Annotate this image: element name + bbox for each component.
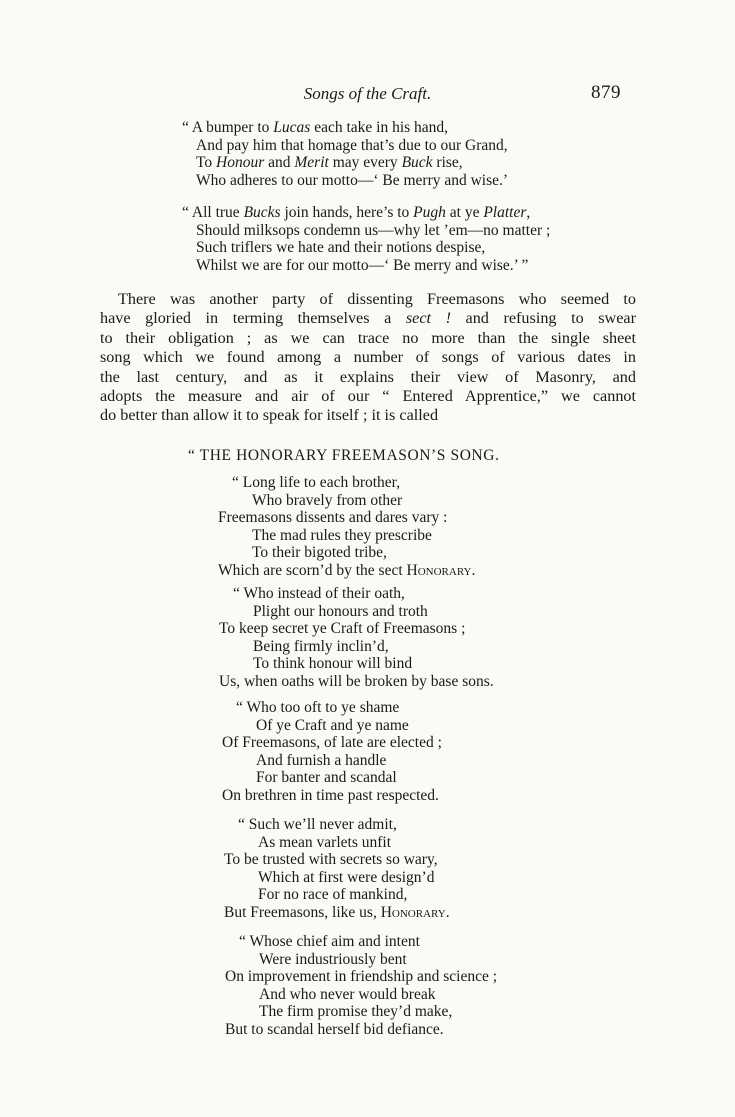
song-line: On improvement in friendship and science ; bbox=[225, 968, 498, 985]
song-line: And who never would break bbox=[259, 985, 436, 1003]
verse-line: “ A bumper to Lucas each take in his hand, bbox=[182, 119, 449, 136]
song-stanza-3 bbox=[222, 699, 442, 804]
song-line: “ Whose chief aim and intent bbox=[239, 933, 420, 950]
song-line: Of ye Craft and ye name bbox=[256, 716, 409, 734]
prose-line: to their obligation ; as we can trace no more than the single sheet bbox=[100, 328, 636, 347]
verse-line: Should milksops condemn us—why let ’em—no matter ; bbox=[196, 221, 551, 239]
song-line: Were industriously bent bbox=[259, 950, 407, 968]
song-line: Which at first were design’d bbox=[258, 868, 435, 886]
running-title: Songs of the Craft. bbox=[303, 84, 432, 103]
song-line: To think honour will bind bbox=[253, 655, 413, 672]
page-number: 879 bbox=[591, 82, 621, 103]
song-line: For banter and scandal bbox=[256, 769, 397, 786]
song-line: To be trusted with secrets so wary, bbox=[224, 851, 438, 868]
song-line: The firm promise they’d make, bbox=[259, 1003, 453, 1020]
song-line: Being firmly inclin’d, bbox=[253, 637, 389, 655]
prose-line: have gloried in terming themselves a sect ! and refusing to swear bbox=[100, 309, 636, 328]
song-stanza-2 bbox=[219, 585, 494, 690]
song-line: Of Freemasons, of late are elected ; bbox=[222, 734, 442, 751]
song-title: “ THE HONORARY FREEMASON’S SONG. bbox=[188, 447, 500, 464]
song-line: As mean varlets unfit bbox=[258, 833, 392, 851]
verse-line: “ All true Bucks join hands, here’s to Pugh at ye Platter, bbox=[182, 204, 531, 221]
song-line: “ Such we’ll never admit, bbox=[238, 816, 397, 833]
song-line: But to scandal herself bid defiance. bbox=[225, 1020, 444, 1038]
prose-line: do better than allow it to speak for itself ; it is called bbox=[100, 406, 439, 425]
song-line: But Freemasons, like us, Honorary. bbox=[224, 903, 450, 921]
song-line: Plight our honours and troth bbox=[253, 602, 428, 620]
song-line: “ Who instead of their oath, bbox=[233, 585, 405, 602]
verse-line: And pay him that homage that’s due to our Grand, bbox=[196, 136, 508, 154]
prose-paragraph bbox=[100, 290, 636, 426]
prose-line: the last century, and as it explains their view of Masonry, and bbox=[100, 367, 636, 386]
song-line: Which are scorn’d by the sect Honorary. bbox=[218, 561, 476, 579]
song-line: Freemasons dissents and dares vary : bbox=[218, 509, 448, 526]
verse-stanza-2 bbox=[182, 204, 550, 274]
song-stanza-1 bbox=[218, 474, 475, 579]
verse-line: Who adheres to our motto—‘ Be merry and wise.’ bbox=[196, 171, 509, 189]
prose-line: song which we found among a number of songs of various dates in bbox=[100, 348, 636, 367]
prose-line: There was another party of dissenting Freemasons who seemed to bbox=[118, 290, 636, 308]
song-line: For no race of mankind, bbox=[258, 886, 408, 903]
song-line: On brethren in time past respected. bbox=[222, 786, 439, 804]
verse-line: Whilst we are for our motto—‘ Be merry and wise.’ ” bbox=[196, 256, 529, 274]
song-line: To keep secret ye Craft of Freemasons ; bbox=[219, 620, 466, 637]
song-line: “ Who too oft to ye shame bbox=[236, 699, 400, 716]
song-line: The mad rules they prescribe bbox=[252, 526, 432, 544]
verse-stanza-1 bbox=[182, 119, 508, 189]
song-line: And furnish a handle bbox=[256, 751, 387, 769]
song-line: Who bravely from other bbox=[252, 491, 403, 509]
song-line: To their bigoted tribe, bbox=[252, 544, 387, 561]
verse-line: To Honour and Merit may every Buck rise, bbox=[196, 154, 463, 171]
verse-line: Such triflers we hate and their notions despise, bbox=[196, 239, 486, 256]
song-line: Us, when oaths will be broken by base sons. bbox=[219, 672, 494, 690]
song-line: “ Long life to each brother, bbox=[232, 474, 401, 491]
song-stanza-4 bbox=[224, 816, 450, 921]
prose-line: adopts the measure and air of our “ Entered Apprentice,” we cannot bbox=[100, 387, 636, 406]
song-stanza-5 bbox=[225, 933, 497, 1038]
